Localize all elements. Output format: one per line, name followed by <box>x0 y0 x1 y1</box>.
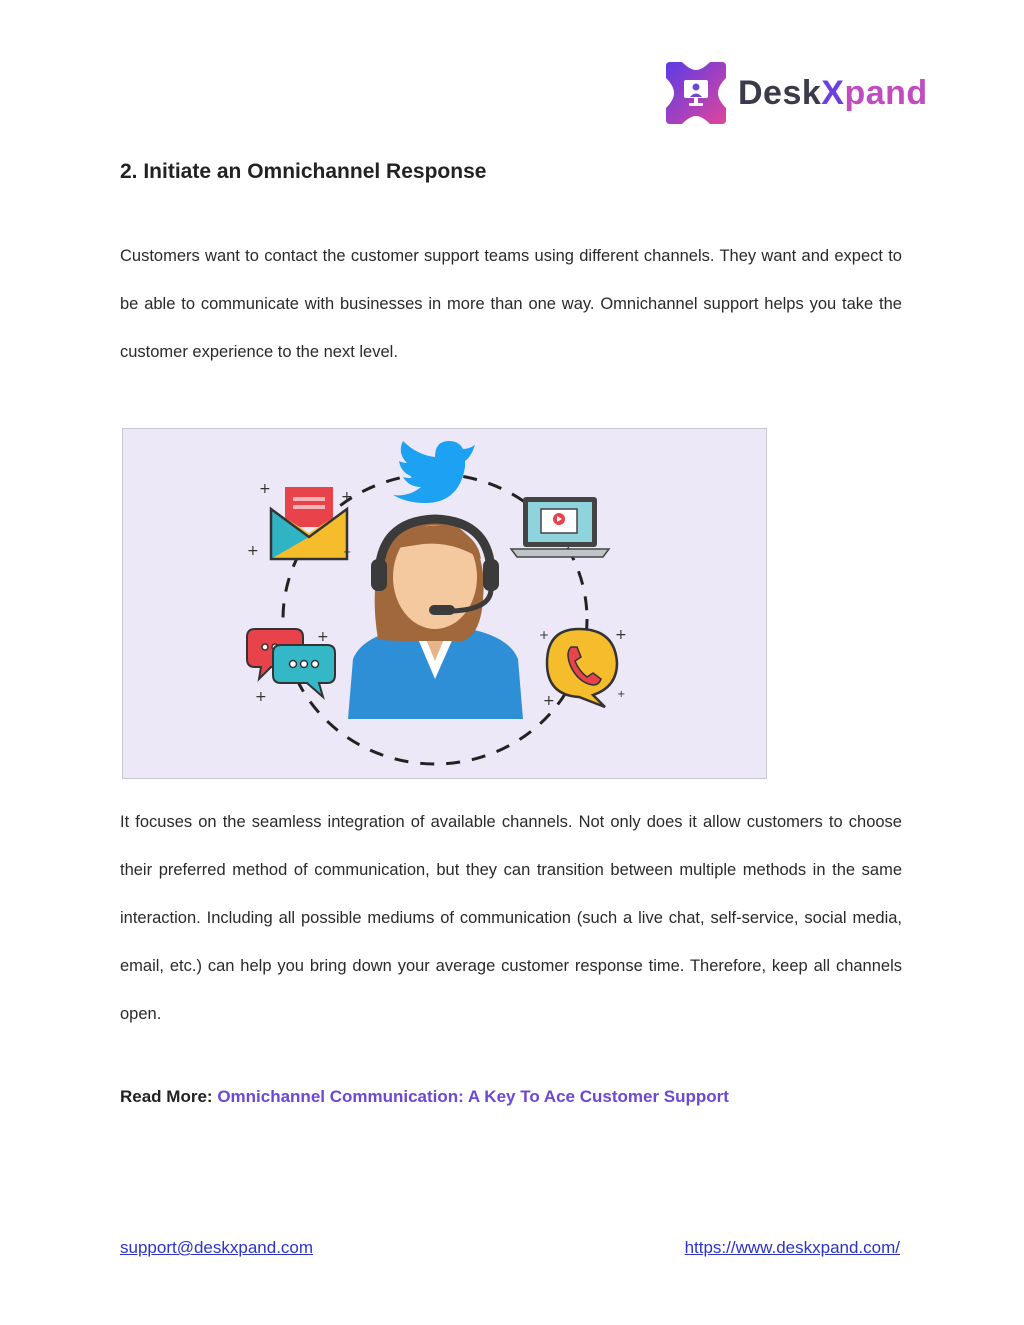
footer-email-link[interactable]: support@deskxpand.com <box>120 1238 314 1257</box>
brand-wordmark-x: X <box>821 74 845 112</box>
svg-text:+: + <box>247 543 259 559</box>
svg-text:+: + <box>543 693 555 709</box>
svg-text:+: + <box>539 628 550 642</box>
brand-logo <box>664 60 928 126</box>
svg-text:+: + <box>617 689 626 700</box>
svg-text:+: + <box>615 627 627 643</box>
intro-paragraph: Customers want to contact the customer support teams using different channels. They want and expect to be able to communicate with businesses in more than one way. Omnichannel support helps you take the customer experience to the next level. <box>120 247 902 361</box>
read-more-label: Read More: <box>120 1087 213 1106</box>
omnichannel-illustration <box>122 428 767 779</box>
brand-wordmark <box>738 76 928 110</box>
detail-paragraph: It focuses on the seamless integration of available channels. Not only does it allow customers to choose their preferred method of communication, but they can transition between multiple methods in the same interaction. Including all possible mediums of communication (such a live chat, self-service, social media, email, etc.) can help you bring down your average customer response time. Therefore, keep all channels open. <box>120 813 902 1023</box>
email-envelope-icon <box>247 481 353 559</box>
svg-text:+: + <box>255 689 267 705</box>
read-more <box>120 1087 729 1107</box>
section-heading: 2. Initiate an Omnichannel Response <box>120 160 487 183</box>
svg-text:+: + <box>259 481 271 497</box>
twitter-bird-icon <box>393 441 475 503</box>
read-more-link[interactable]: Omnichannel Communication: A Key To Ace Customer Support <box>217 1087 729 1106</box>
laptop-video-icon <box>511 497 609 557</box>
footer-website-link[interactable]: https://www.deskxpand.com/ <box>684 1238 900 1257</box>
brand-wordmark-desk: Desk <box>738 74 822 112</box>
support-agent-headset-icon <box>348 519 523 719</box>
svg-text:+: + <box>343 547 352 558</box>
svg-text:+: + <box>317 629 329 645</box>
monitor-person-icon <box>664 60 728 126</box>
brand-wordmark-pand: pand <box>844 74 928 112</box>
chat-bubbles-icon <box>247 629 335 705</box>
phone-bubble-icon <box>539 627 627 709</box>
svg-text:+: + <box>341 489 353 505</box>
